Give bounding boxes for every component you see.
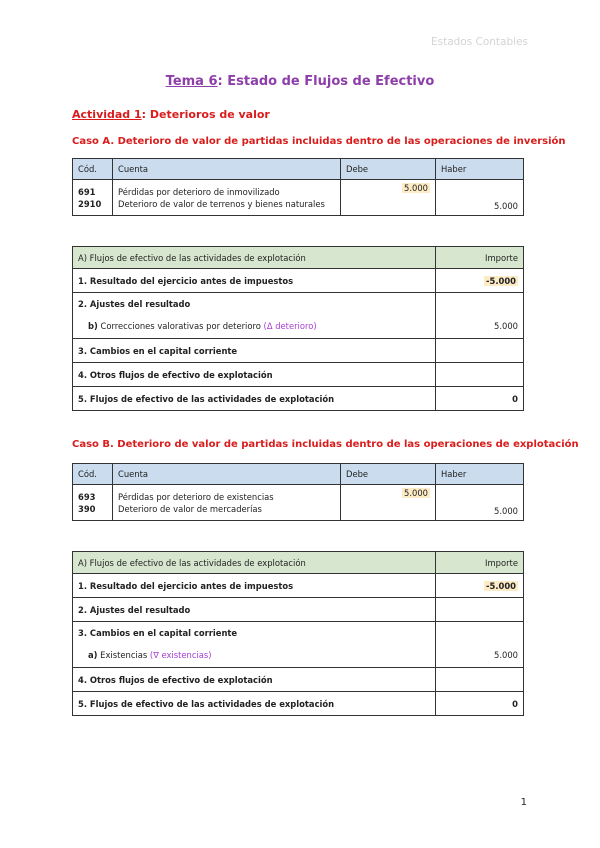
col-haber: Haber xyxy=(436,159,524,180)
caso-a-journal-table xyxy=(72,158,524,216)
caso-a-title: Caso A. Deterioro de valor de partidas incluidas dentro de las operaciones de inversión xyxy=(72,136,566,147)
flows-row-1: 1. Resultado del ejercicio antes de impuestos -5.000 xyxy=(73,574,524,598)
journal-entry-row xyxy=(73,180,524,216)
entry-haber: 5.000 xyxy=(436,180,524,216)
flows-header: A) Flujos de efectivo de las actividades de explotación xyxy=(73,247,436,269)
activity-heading xyxy=(72,108,270,121)
journal-header-row xyxy=(73,464,524,485)
col-cuenta: Cuenta xyxy=(113,159,341,180)
flows-header-row xyxy=(73,552,524,574)
flows-subrow: b) Correcciones valorativas por deterioro (Δ deterioro) 5.000 xyxy=(73,315,524,339)
flows-row-2: 2. Ajustes del resultado xyxy=(73,293,524,315)
flows-row-5: 5. Flujos de efectivo de las actividades de explotación 0 xyxy=(73,692,524,716)
flows-header: A) Flujos de efectivo de las actividades de explotación xyxy=(73,552,436,574)
flows-row-2: 2. Ajustes del resultado xyxy=(73,598,524,622)
title-rest: : Estado de Flujos de Efectivo xyxy=(217,74,435,89)
entry-codes: 693 390 xyxy=(73,485,113,521)
flows-subrow: a) Existencias (∇ existencias) 5.000 xyxy=(73,644,524,668)
col-cuenta: Cuenta xyxy=(113,464,341,485)
col-cod: Cód. xyxy=(73,159,113,180)
journal-header-row xyxy=(73,159,524,180)
entry-accounts: Pérdidas por deterioro de inmovilizado Deterioro de valor de terrenos y bienes naturales xyxy=(113,180,341,216)
caso-b-title: Caso B. Deterioro de valor de partidas incluidas dentro de las operaciones de explotación xyxy=(72,439,579,450)
flows-row-4: 4. Otros flujos de efectivo de explotación xyxy=(73,363,524,387)
flows-row-3: 3. Cambios en el capital corriente xyxy=(73,622,524,644)
caso-b-flows-table xyxy=(72,551,524,716)
entry-accounts: Pérdidas por deterioro de existencias Deterioro de valor de mercaderías xyxy=(113,485,341,521)
flows-importe: Importe xyxy=(436,247,524,269)
activity-rest: : Deterioros de valor xyxy=(141,108,270,121)
page-number: 1 xyxy=(520,797,527,808)
running-header: Estados Contables xyxy=(430,36,528,48)
entry-codes: 691 2910 xyxy=(73,180,113,216)
flows-importe: Importe xyxy=(436,552,524,574)
entry-haber: 5.000 xyxy=(436,485,524,521)
flows-row-5: 5. Flujos de efectivo de las actividades de explotación 0 xyxy=(73,387,524,411)
col-haber: Haber xyxy=(436,464,524,485)
entry-debe: 5.000 xyxy=(341,180,436,216)
title-tema: Tema 6 xyxy=(165,74,218,89)
flows-header-row xyxy=(73,247,524,269)
col-debe: Debe xyxy=(341,159,436,180)
journal-entry-row xyxy=(73,485,524,521)
flows-row-4: 4. Otros flujos de efectivo de explotación xyxy=(73,668,524,692)
col-cod: Cód. xyxy=(73,464,113,485)
caso-a-flows-table xyxy=(72,246,524,411)
page-title xyxy=(0,74,600,89)
entry-debe: 5.000 xyxy=(341,485,436,521)
flows-row-3: 3. Cambios en el capital corriente xyxy=(73,339,524,363)
activity-label: Actividad 1 xyxy=(72,108,142,121)
col-debe: Debe xyxy=(341,464,436,485)
flows-row-1: 1. Resultado del ejercicio antes de impuestos -5.000 xyxy=(73,269,524,293)
caso-b-journal-table xyxy=(72,463,524,521)
